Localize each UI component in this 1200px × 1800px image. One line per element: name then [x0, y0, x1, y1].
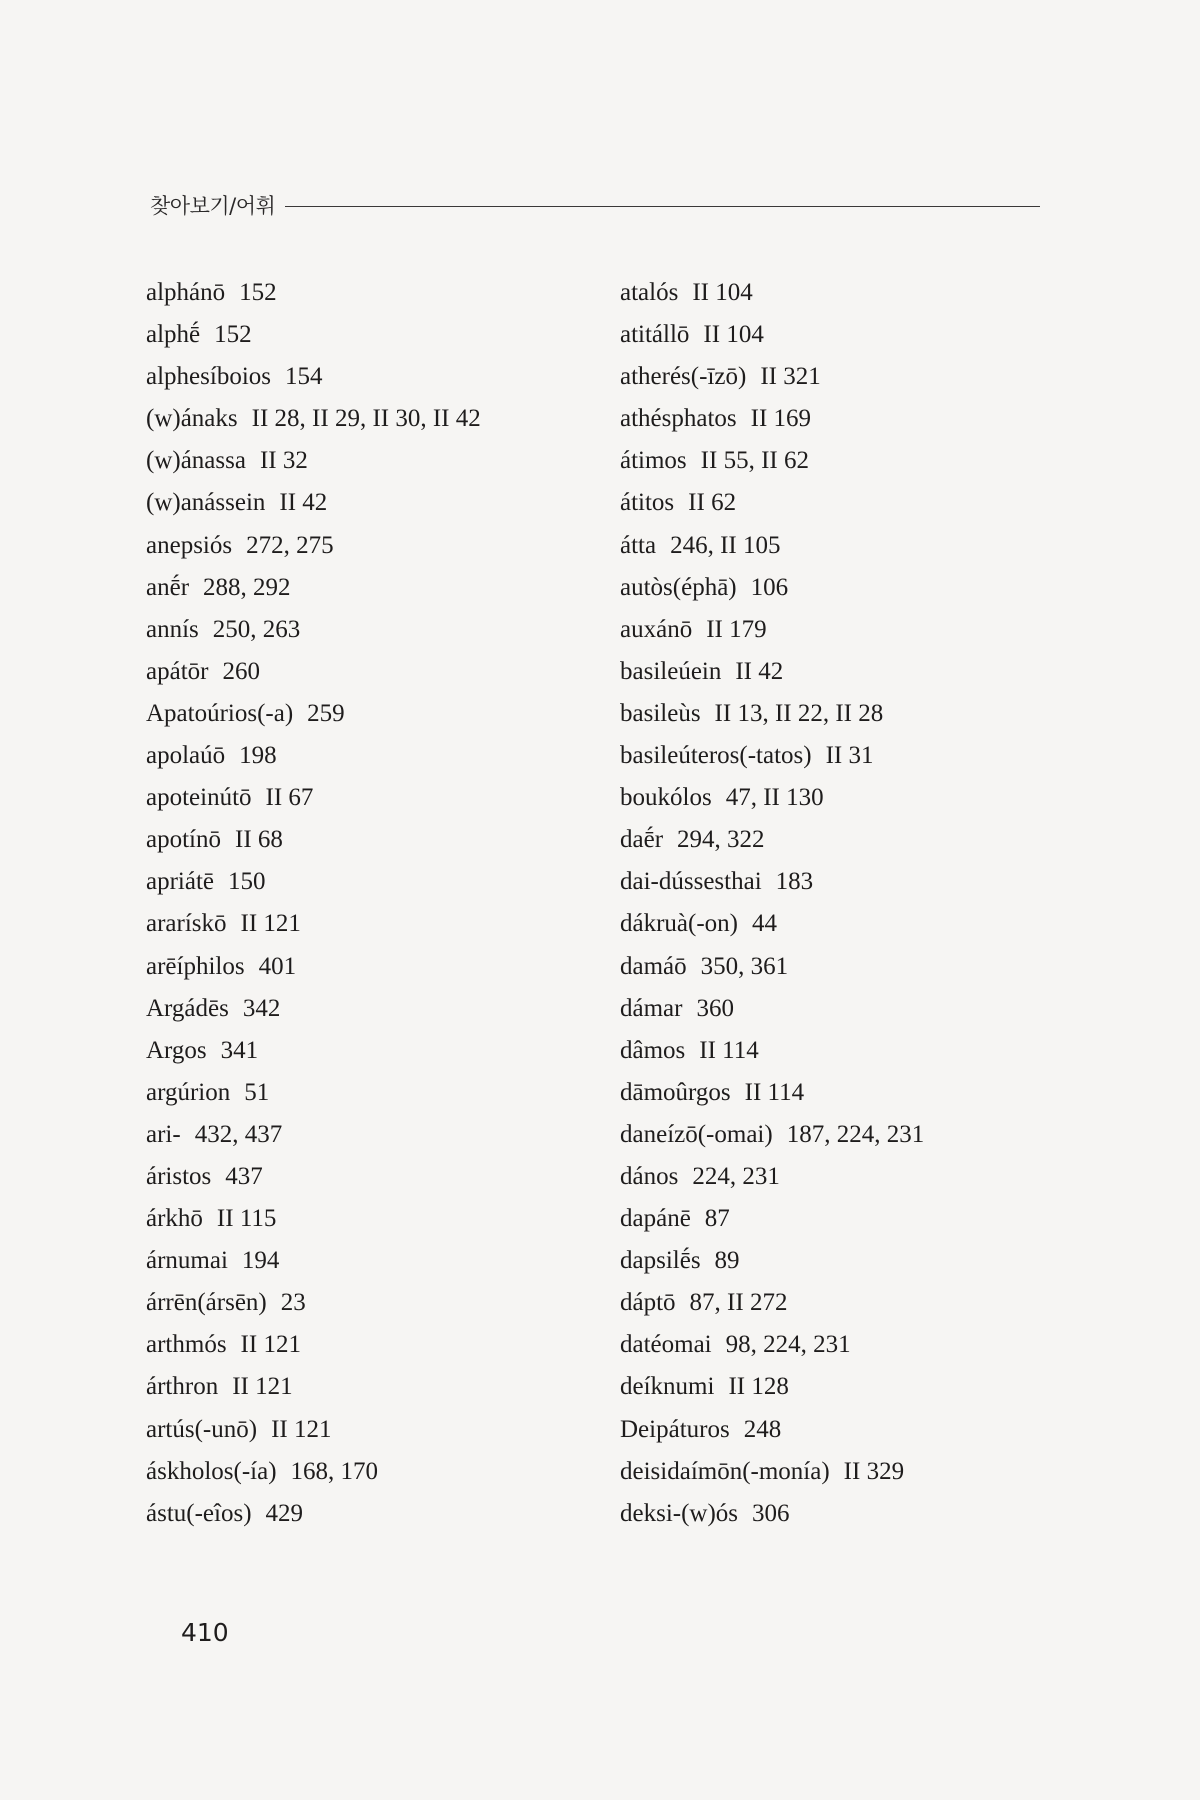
index-entry	[620, 609, 1060, 651]
index-term: deíknumi	[620, 1373, 715, 1401]
index-page-refs: II 104	[692, 279, 753, 306]
index-term: arēíphilos	[146, 952, 245, 980]
index-term: Apatoúrios(-a)	[146, 699, 294, 727]
index-page-refs: 272, 275	[246, 531, 334, 559]
index-page-refs: 288, 292	[203, 573, 291, 601]
index-page-refs: 341	[220, 1036, 259, 1064]
index-page-refs: II 121	[271, 1415, 332, 1443]
index-term: ástu(-eîos)	[146, 1499, 252, 1527]
index-entry	[620, 567, 1060, 609]
index-entry	[620, 693, 1060, 735]
index-page-refs: 168, 170	[290, 1457, 379, 1485]
index-term: dános	[620, 1162, 679, 1190]
index-entry	[146, 1240, 586, 1282]
index-term: (w)anássein	[146, 489, 266, 517]
index-page-refs: 224, 231	[692, 1162, 780, 1190]
index-page-refs: 152	[239, 279, 277, 306]
index-page-refs: 360	[696, 994, 734, 1022]
index-entry	[146, 1114, 586, 1156]
index-term: (w)ánassa	[146, 447, 246, 475]
index-term: deisidaímōn(-monía)	[620, 1457, 830, 1485]
index-entry	[146, 1030, 586, 1072]
index-term: atitállō	[620, 321, 690, 349]
header-rule	[285, 206, 1040, 207]
index-page-refs: II 169	[750, 405, 812, 433]
index-entry	[146, 651, 586, 693]
index-column-left	[146, 272, 586, 1535]
index-term: dai-dússesthai	[620, 868, 762, 896]
header-title: 찾아보기/어휘	[150, 194, 276, 218]
index-page-refs: 437	[225, 1162, 263, 1190]
index-entry	[620, 1409, 1060, 1451]
index-page-refs: 183	[775, 868, 814, 896]
index-page-refs: 187, 224, 231	[786, 1120, 925, 1148]
index-entry	[146, 1493, 586, 1535]
index-page-refs: 51	[244, 1078, 270, 1106]
index-term: basileùs	[620, 699, 701, 727]
index-term: ari-	[146, 1120, 181, 1148]
index-page-refs: 198	[239, 742, 277, 770]
index-page-refs: 401	[258, 952, 297, 980]
index-entry	[620, 1072, 1060, 1114]
index-column-right	[620, 272, 1060, 1535]
index-page-refs: 432, 437	[194, 1120, 283, 1148]
index-entry	[620, 777, 1060, 819]
index-term: apotínō	[146, 826, 221, 854]
index-term: ararískō	[146, 910, 227, 938]
index-entry	[620, 1282, 1060, 1324]
index-entry	[146, 609, 586, 651]
index-page-refs: II 42	[279, 489, 328, 517]
index-term: basileúein	[620, 657, 722, 685]
index-term: áskholos(-ía)	[146, 1457, 277, 1485]
index-term: atalós	[620, 279, 679, 306]
page-number: 410	[181, 1618, 229, 1647]
index-page-refs: II 114	[699, 1036, 759, 1064]
index-term: dapánē	[620, 1205, 691, 1233]
index-page-refs: 152	[214, 321, 252, 349]
index-page-refs: II 32	[259, 447, 308, 475]
index-page-refs: II 104	[703, 321, 764, 349]
index-entry	[620, 946, 1060, 988]
index-term: apátōr	[146, 657, 209, 685]
index-term: atherés(-īzō)	[620, 363, 747, 391]
index-entry	[620, 1324, 1060, 1366]
index-entry	[146, 1324, 586, 1366]
index-entry	[620, 1198, 1060, 1240]
index-term: athésphatos	[620, 405, 737, 433]
index-term: daneízō(-omai)	[620, 1120, 773, 1148]
index-page-refs: 248	[743, 1415, 782, 1443]
index-page-refs: 259	[307, 699, 345, 727]
index-entry	[620, 356, 1060, 398]
index-term: dáptō	[620, 1289, 676, 1317]
index-term: damáō	[620, 952, 687, 980]
index-entry	[146, 1198, 586, 1240]
index-page-refs: 23	[280, 1289, 306, 1317]
index-term: basileúteros(-tatos)	[620, 742, 812, 770]
index-term: árnumai	[146, 1247, 228, 1275]
index-term: átitos	[620, 489, 675, 517]
index-page-refs: 87	[704, 1205, 730, 1233]
index-entry	[620, 482, 1060, 524]
index-term: Argos	[146, 1036, 207, 1064]
index-entry	[620, 440, 1060, 482]
index-page-refs: 429	[265, 1499, 304, 1527]
index-entry	[146, 1282, 586, 1324]
index-page-refs: II 13, II 22, II 28	[714, 699, 884, 727]
index-entry	[146, 272, 586, 314]
index-entry	[620, 1451, 1060, 1493]
index-term: alphḗ	[146, 321, 201, 349]
index-entry	[146, 314, 586, 356]
index-page-refs: 98, 224, 231	[725, 1331, 851, 1359]
index-entry	[146, 1451, 586, 1493]
index-entry	[146, 946, 586, 988]
index-entry	[146, 988, 586, 1030]
index-term: dámar	[620, 994, 683, 1022]
index-page-refs: II 31	[825, 742, 874, 770]
index-term: alphesíboios	[146, 363, 271, 391]
index-term: dapsilḗs	[620, 1247, 701, 1275]
index-entry	[146, 356, 586, 398]
index-entry	[146, 398, 586, 440]
index-page-refs: 250, 263	[212, 615, 301, 643]
index-page-refs: 150	[228, 868, 266, 896]
index-entry	[620, 861, 1060, 903]
index-term: apriátē	[146, 868, 215, 896]
index-entry	[146, 1409, 586, 1451]
index-entry	[620, 1030, 1060, 1072]
index-page-refs: 194	[241, 1247, 280, 1275]
running-header	[150, 190, 1040, 220]
index-page-refs: 294, 322	[677, 826, 765, 854]
index-entry	[620, 735, 1060, 777]
index-entry	[146, 735, 586, 777]
index-entry	[620, 1114, 1060, 1156]
index-page-refs: II 68	[235, 826, 283, 854]
index-page-refs: II 42	[735, 657, 784, 685]
index-term: arthmós	[146, 1331, 227, 1359]
index-term: (w)ánaks	[146, 405, 238, 433]
index-term: alphánō	[146, 279, 226, 306]
index-entry	[620, 903, 1060, 945]
index-term: dákruà(-on)	[620, 910, 738, 938]
index-entry	[620, 398, 1060, 440]
index-page-refs: 342	[242, 994, 281, 1022]
index-entry	[146, 777, 586, 819]
index-entry	[146, 440, 586, 482]
index-term: Argádēs	[146, 994, 229, 1022]
index-entry	[620, 525, 1060, 567]
index-term: árrēn(ársēn)	[146, 1289, 267, 1317]
index-term: apolaúō	[146, 742, 226, 770]
index-term: Deipáturos	[620, 1415, 730, 1443]
index-entry	[146, 482, 586, 524]
index-entry	[146, 1156, 586, 1198]
index-term: autòs(éphā)	[620, 573, 737, 601]
index-term: átta	[620, 531, 657, 559]
index-page-refs: 47, II 130	[725, 784, 824, 812]
index-entry	[146, 819, 586, 861]
index-entry	[620, 651, 1060, 693]
index-page-refs: II 179	[706, 615, 767, 643]
index-term: argúrion	[146, 1078, 231, 1106]
index-page-refs: 87, II 272	[689, 1289, 788, 1317]
index-term: anḗr	[146, 573, 190, 601]
index-entry	[146, 1366, 586, 1408]
index-term: átimos	[620, 447, 687, 475]
index-page-refs: II 121	[240, 1331, 301, 1359]
index-page-refs: II 121	[232, 1373, 293, 1401]
index-entry	[620, 1240, 1060, 1282]
index-term: boukólos	[620, 784, 712, 812]
index-entry	[146, 861, 586, 903]
index-page-refs: 89	[714, 1247, 740, 1275]
index-page-refs: II 321	[760, 363, 821, 391]
index-term: dâmos	[620, 1036, 686, 1064]
index-entry	[620, 988, 1060, 1030]
index-term: áristos	[146, 1162, 212, 1190]
index-entry	[620, 1493, 1060, 1535]
index-entry	[620, 272, 1060, 314]
index-term: datéomai	[620, 1331, 712, 1359]
index-term: árthron	[146, 1373, 219, 1401]
index-entry	[146, 525, 586, 567]
index-page-refs: II 128	[728, 1373, 789, 1401]
index-term: apoteinútō	[146, 784, 252, 812]
index-entry	[146, 567, 586, 609]
index-entry	[620, 819, 1060, 861]
index-page-refs: II 28, II 29, II 30, II 42	[251, 405, 481, 433]
index-entry	[620, 1366, 1060, 1408]
index-page-refs: 350, 361	[700, 952, 789, 980]
index-term: árkhō	[146, 1205, 203, 1233]
index-page-refs: II 115	[216, 1205, 277, 1233]
index-term: annís	[146, 615, 199, 643]
index-page-refs: II 55, II 62	[700, 447, 809, 475]
index-entry	[620, 314, 1060, 356]
index-page-refs: 154	[285, 363, 323, 391]
index-entry	[146, 903, 586, 945]
index-entry	[146, 693, 586, 735]
index-page-refs: 44	[752, 910, 777, 938]
index-entry	[620, 1156, 1060, 1198]
index-term: anepsiós	[146, 531, 233, 559]
index-page-refs: II 67	[265, 784, 314, 812]
index-term: auxánō	[620, 615, 693, 643]
index-page-refs: 260	[222, 657, 260, 685]
index-term: deksi-(w)ós	[620, 1499, 739, 1527]
index-page-refs: II 121	[240, 910, 301, 938]
index-page-refs: II 114	[744, 1078, 805, 1106]
index-page-refs: II 62	[688, 489, 737, 517]
index-page-refs: 306	[752, 1499, 790, 1527]
index-term: daḗr	[620, 826, 664, 854]
index-page-refs: 106	[750, 573, 789, 601]
index-page-refs: II 329	[843, 1457, 905, 1485]
index-term: dāmoûrgos	[620, 1078, 731, 1106]
index-entry	[146, 1072, 586, 1114]
index-term: artús(-unō)	[146, 1415, 258, 1443]
index-page-refs: 246, II 105	[670, 531, 781, 559]
